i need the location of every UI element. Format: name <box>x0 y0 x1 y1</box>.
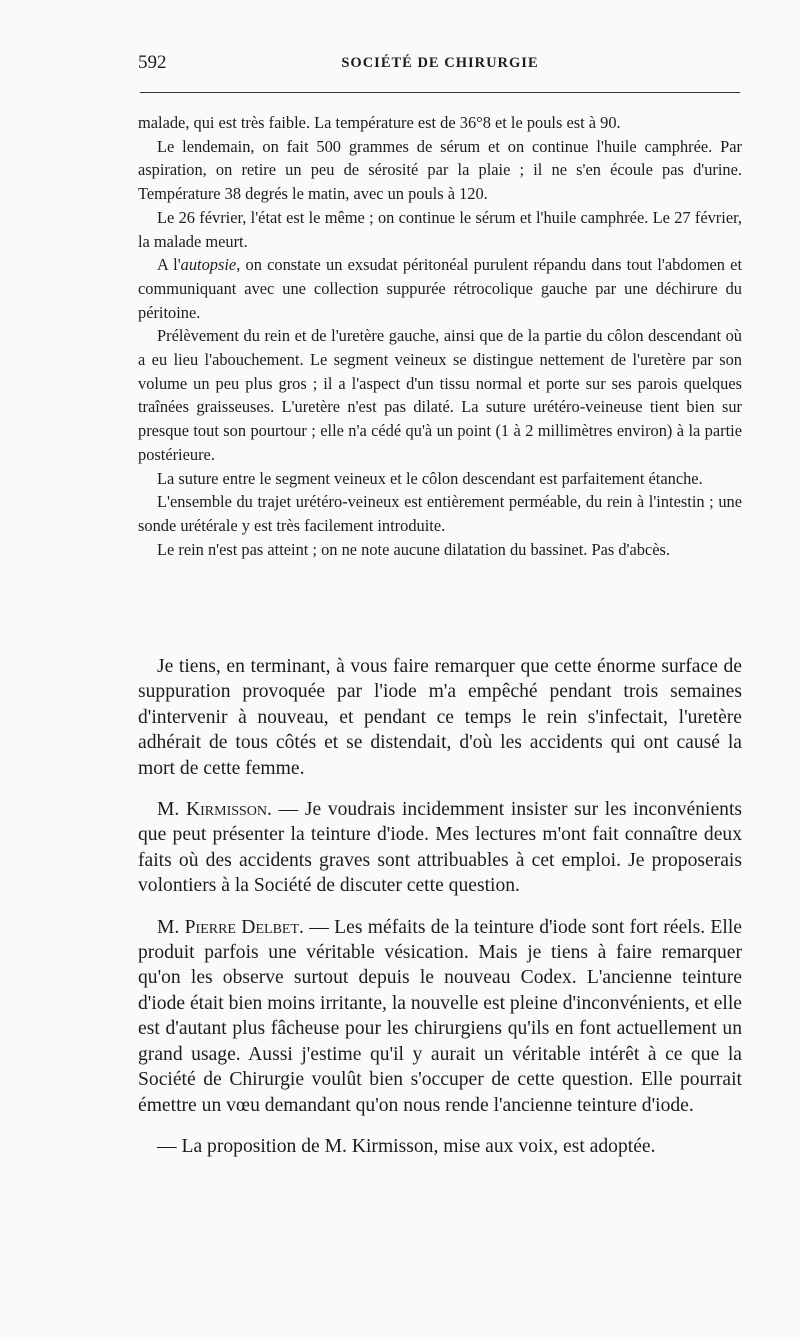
paragraph: Prélèvement du rein et de l'uretère gauche, ainsi que de la partie du côlon descendant où a eu lieu l'abouchement. Le segment veineux se distingue nettement de l'uretère par son volume un peu plus gros ; il a l'aspect d'un tissu normal et porte sur ses parois quelques traînées graisseuses. L'uretère n'est pas dilaté. La suture urétéro-veineuse tient bien sur presque tout son pourtour ; elle n'a cédé qu'à un point (1 à 2 millimètres environ) à la partie postérieure. <box>138 326 742 464</box>
running-header <box>138 52 742 78</box>
paragraph: La suture entre le segment veineux et le côlon descendant est parfaitement étanche. <box>157 468 703 488</box>
italic-word: autopsie <box>180 255 237 275</box>
paragraph-body: — Je voudrais incidemment insister sur les inconvénients que peut présenter la teinture d'iode. Mes lectures m'ont fait connaître deux faits où des accidents graves sont attribuables à cet emploi. Je proposerais volontiers à la Société de discuter cette question. <box>138 799 743 897</box>
paragraph-kirmisson <box>138 797 742 899</box>
paragraph-prefix: A l' <box>157 255 181 275</box>
speaker-name: M. Pierre Delbet. <box>157 916 304 938</box>
paragraph-delbet <box>138 915 742 1118</box>
case-report-text <box>138 111 742 561</box>
journal-title: SOCIÉTÉ DE CHIRURGIE <box>341 55 539 71</box>
paragraph: L'ensemble du trajet urétéro-veineux est entièrement perméable, du rein à l'intestin ; une sonde urétérale y est très facilement introduite. <box>138 492 742 535</box>
paragraph: malade, qui est très faible. La température est de 36°8 et le pouls est à 90. <box>138 113 621 132</box>
paragraph: Je tiens, en terminant, à vous faire remarquer que cette énorme surface de suppuration provoquée par l'iode m'a empêché pendant trois semaines d'intervenir à nouveau, et pendant ce temps le rein s'infectait, l'uretère adhérait de tous côtés et se distendait, d'où les accidents qui ont causé la mort de cette femme. <box>138 656 742 779</box>
speaker-name: M. Kirmisson. <box>157 799 272 821</box>
paragraph: Le 26 février, l'état est le même ; on continue le sérum et l'huile camphrée. Le 27 février, la malade meurt. <box>138 207 742 251</box>
page-number: 592 <box>138 52 167 73</box>
paragraph-adoption: — La proposition de M. Kirmisson, mise aux voix, est adoptée. <box>157 1135 656 1157</box>
header-rule <box>140 92 740 93</box>
paragraph: Le lendemain, on fait 500 grammes de sérum et on continue l'huile camphrée. Par aspiration, on retire un peu de sérosité par la plaie ; il ne s'en écoule pas d'urine. Température 38 degrés le matin, avec un pouls à 120. <box>138 136 742 204</box>
paragraph: Le rein n'est pas atteint ; on ne note aucune dilatation du bassinet. Pas d'abcès. <box>157 539 670 559</box>
paragraph-body: , on constate un exsudat péritonéal purulent répandu dans tout l'abdomen et communiquant avec une collection suppurée rétrocolique gauche par une déchirure du péritoine. <box>138 255 743 322</box>
paragraph-body: — Les méfaits de la teinture d'iode sont fort réels. Elle produit parfois une véritable vésication. Mais je tiens à faire remarquer qu'on les observe surtout depuis le nouveau Codex. L'ancienne teinture d'iode était bien moins irritante, la nouvelle est pleine d'inconvénients, et elle est d'autant plus fâcheuse pour les chirurgiens qu'ils en font actuellement un grand usage. Aussi j'estime qu'il y aurait un véritable intérêt à ce que la Société de Chirurgie voulût bien s'occuper de cette question. Elle pourrait émettre un vœu demandant qu'on nous rende l'ancienne teinture d'iode. <box>138 916 742 1116</box>
discussion-text <box>138 654 742 1159</box>
paragraph-autopsy <box>138 253 742 324</box>
